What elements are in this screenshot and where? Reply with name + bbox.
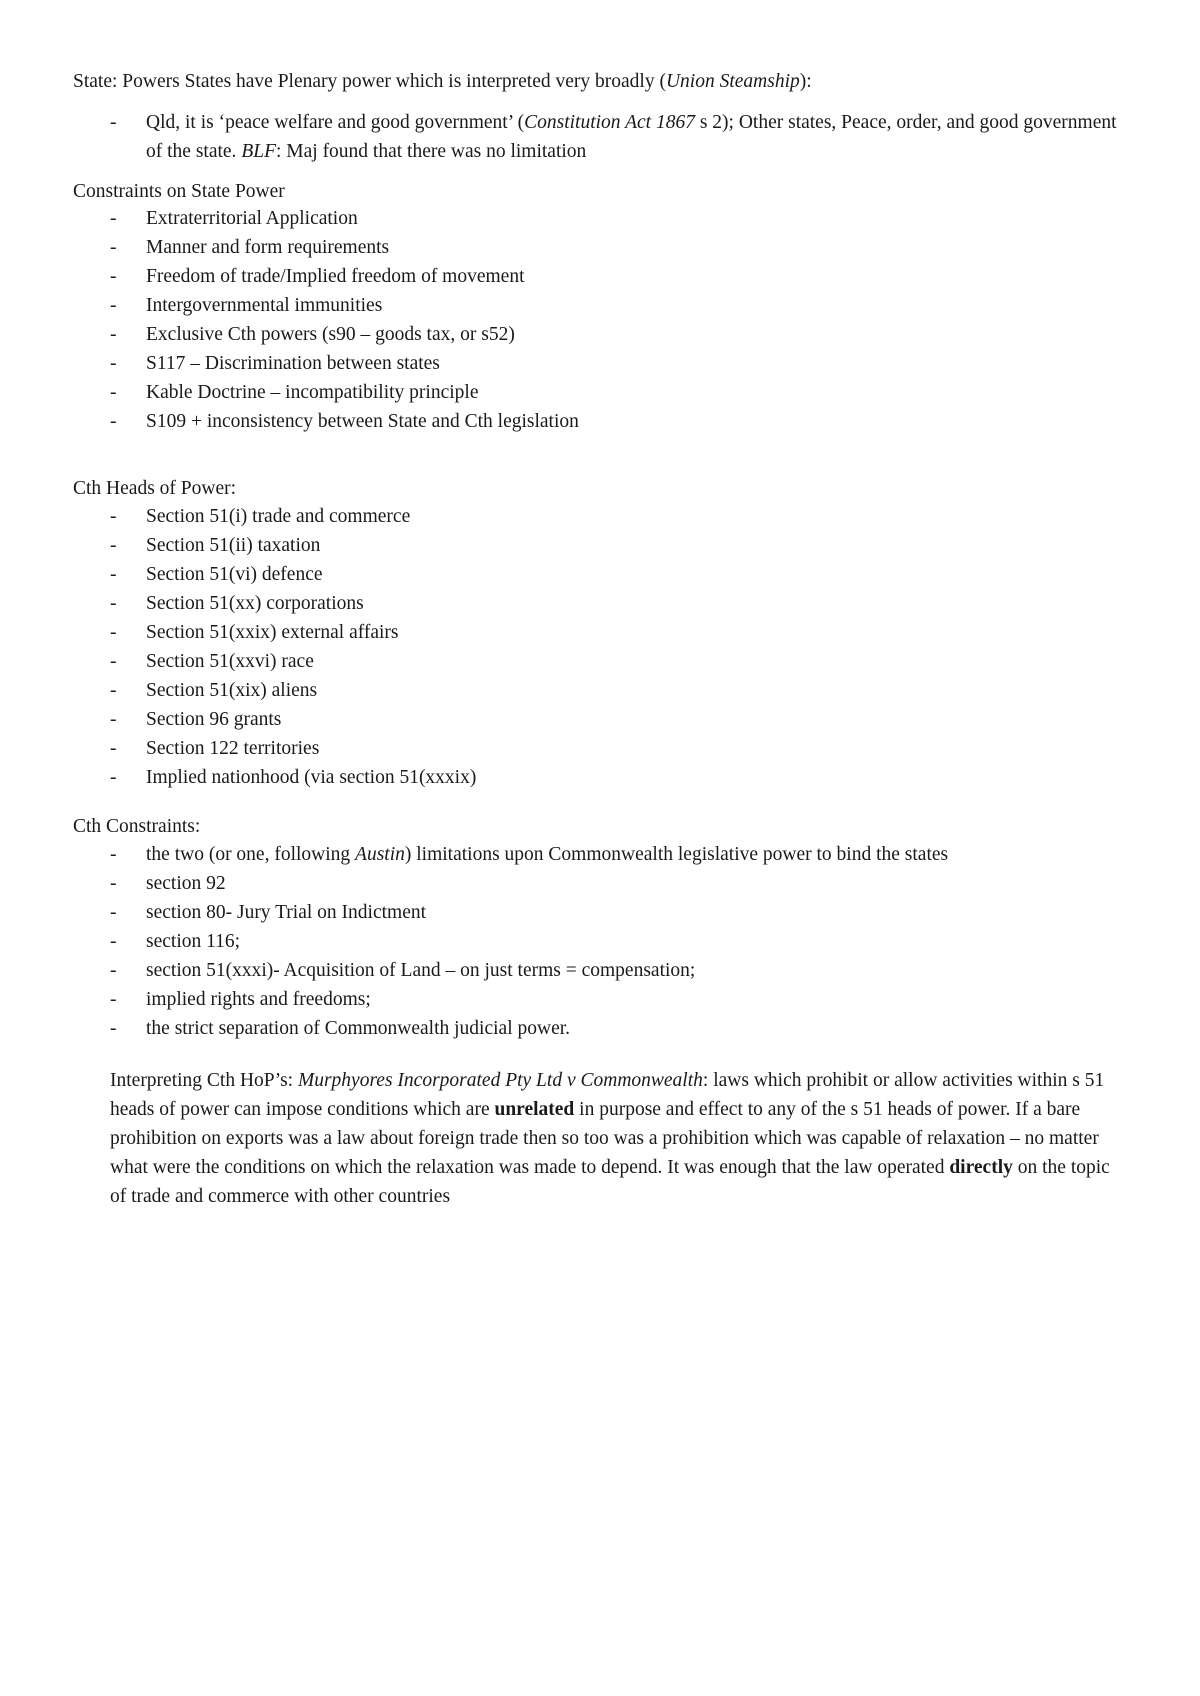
emphasis-directly: directly — [949, 1157, 1013, 1178]
list-item: - Section 51(vi) defence — [73, 560, 1123, 589]
list-item: - Kable Doctrine – incompatibility principle — [73, 378, 1123, 407]
bullet-dash: - — [110, 651, 117, 672]
bullet-dash: - — [110, 738, 117, 759]
bullet-dash: - — [110, 680, 117, 701]
bullet-dash: - — [110, 112, 117, 133]
case-name: Murphyores Incorporated Pty Ltd v Commonwealth — [297, 1070, 703, 1091]
case-name: Union Steamship — [665, 71, 800, 92]
emphasis-unrelated: unrelated — [494, 1099, 575, 1120]
bullet-dash: - — [110, 266, 117, 287]
list-item: - Section 51(xix) aliens — [73, 676, 1123, 705]
bullet-dash: - — [110, 931, 117, 952]
bullet-dash: - — [110, 1018, 117, 1039]
list-item: - Section 122 territories — [73, 734, 1123, 763]
cth-constraints-list — [73, 840, 1123, 1043]
bullet-dash: - — [110, 208, 117, 229]
list-item: - section 51(xxxi)- Acquisition of Land – on just terms = compensation; — [73, 956, 1123, 985]
bullet-dash: - — [110, 295, 117, 316]
bullet-dash: - — [110, 960, 117, 981]
list-item: - Section 51(xx) corporations — [73, 589, 1123, 618]
bullet-dash: - — [110, 989, 117, 1010]
list-item: - the strict separation of Commonwealth judicial power. — [73, 1014, 1123, 1043]
bullet-dash: - — [110, 237, 117, 258]
bullet-dash: - — [110, 353, 117, 374]
list-item: - section 116; — [73, 927, 1123, 956]
case-name: BLF — [241, 141, 276, 162]
state-powers-list — [73, 108, 1123, 166]
bullet-dash: - — [110, 593, 117, 614]
list-item: - Section 96 grants — [73, 705, 1123, 734]
state-powers-paragraph: State: Powers States have Plenary power which is interpreted very broadly (Union Steamship): — [73, 71, 812, 92]
bullet-dash: - — [110, 324, 117, 345]
list-item: - Section 51(i) trade and commerce — [73, 502, 1123, 531]
interpreting-paragraph: Interpreting Cth HoP’s: Murphyores Incorporated Pty Ltd v Commonwealth: laws which prohibit or allow activities within s 51 heads of power can impose conditions which are unrelated in purpose and effect to any of the s 51 heads of power. If a bare prohibition on exports was a law about foreign trade then so too was a prohibition which was capable of relaxation – no matter what were the conditions on which the relaxation was made to depend. It was enough that the law operated directly on the topic of trade and commerce with other countries — [110, 1070, 1110, 1207]
list-item: - Section 51(xxvi) race — [73, 647, 1123, 676]
list-item: - Qld, it is ‘peace welfare and good government’ (Constitution Act 1867 s 2); Other states, Peace, order, and good government of the state. BLF: Maj found that there was no limitation — [73, 108, 1123, 166]
list-item: - Section 51(ii) taxation — [73, 531, 1123, 560]
list-item: - section 92 — [73, 869, 1123, 898]
list-item: - section 80- Jury Trial on Indictment — [73, 898, 1123, 927]
list-item: - Extraterritorial Application — [73, 204, 1123, 233]
bullet-dash: - — [110, 709, 117, 730]
section-heading-heads-of-power: Cth Heads of Power: — [73, 478, 237, 499]
bullet-dash: - — [110, 535, 117, 556]
list-item: - implied rights and freedoms; — [73, 985, 1123, 1014]
list-item: - Freedom of trade/Implied freedom of movement — [73, 262, 1123, 291]
bullet-dash: - — [110, 767, 117, 788]
list-item: - Section 51(xxix) external affairs — [73, 618, 1123, 647]
bullet-dash: - — [110, 873, 117, 894]
bullet-dash: - — [110, 902, 117, 923]
list-item: - Exclusive Cth powers (s90 – goods tax, or s52) — [73, 320, 1123, 349]
heads-of-power-list — [73, 502, 1123, 792]
constraints-state-list — [73, 204, 1123, 436]
act-name: Constitution Act 1867 — [524, 112, 695, 133]
list-item: - the two (or one, following Austin) limitations upon Commonwealth legislative power to bind the states — [73, 840, 1123, 869]
list-item: - S117 – Discrimination between states — [73, 349, 1123, 378]
bullet-dash: - — [110, 382, 117, 403]
list-item: - Manner and form requirements — [73, 233, 1123, 262]
section-heading-cth-constraints: Cth Constraints: — [73, 816, 201, 837]
bullet-dash: - — [110, 506, 117, 527]
list-item: - S109 + inconsistency between State and Cth legislation — [73, 407, 1123, 436]
list-item: - Intergovernmental immunities — [73, 291, 1123, 320]
case-name: Austin — [355, 844, 405, 865]
bullet-dash: - — [110, 564, 117, 585]
bullet-dash: - — [110, 411, 117, 432]
section-heading-constraints-state: Constraints on State Power — [73, 181, 285, 202]
bullet-dash: - — [110, 622, 117, 643]
list-item: - Implied nationhood (via section 51(xxxix) — [73, 763, 1123, 792]
bullet-dash: - — [110, 844, 117, 865]
